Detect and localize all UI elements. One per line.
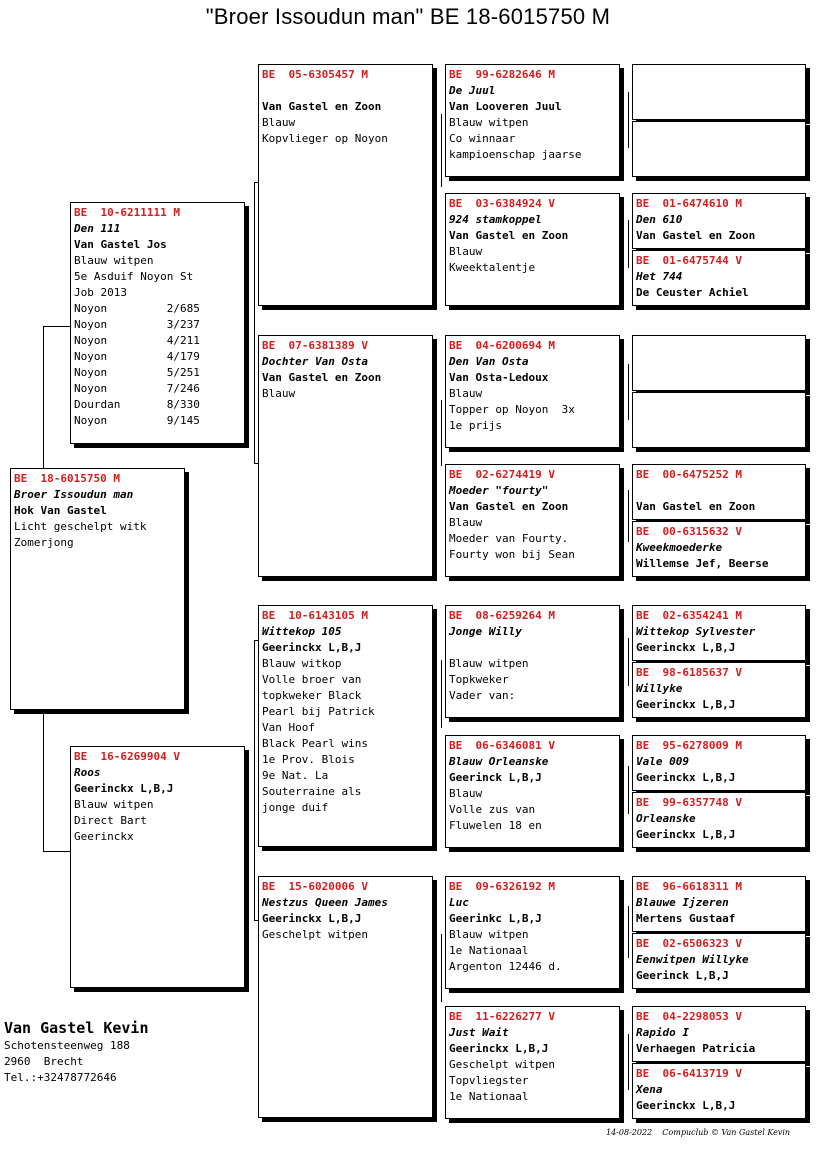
ring-number: BE 99-6282646 M [449, 68, 555, 81]
owner-name: Van Osta-Ledoux [449, 371, 549, 384]
info-line: Noyon 2/685 [74, 302, 200, 315]
connector-line [628, 364, 629, 420]
pigeon-name: Rapido I [636, 1026, 689, 1039]
ancestor-card[interactable] [632, 64, 806, 120]
ring-number: BE 00-6315632 V [636, 525, 742, 538]
info-line: Blauw [449, 787, 483, 800]
great-grandparent-card[interactable] [445, 1006, 620, 1119]
pigeon-name: Luc [449, 896, 469, 909]
ring-number: BE 02-6354241 M [636, 609, 742, 622]
great-grandparent-card[interactable] [445, 64, 620, 177]
pigeon-name: Dochter Van Osta [262, 355, 368, 368]
subject-card[interactable] [10, 468, 185, 710]
great-grandparent-card[interactable] [445, 335, 620, 448]
ancestor-card[interactable] [632, 193, 806, 249]
owner-name: Geerinck L,B,J [449, 771, 542, 784]
connector-line [441, 114, 442, 187]
info-line: Fourty won bij Sean [449, 548, 575, 561]
info-line: Blauw witpen [74, 798, 154, 811]
owner-name: Van Looveren Juul [449, 100, 562, 113]
print-footer: 14-08-2022 Compuclub © Van Gastel Kevin [606, 1128, 791, 1137]
breeder-street: Schotensteenweg 188 [4, 1039, 130, 1052]
ring-number: BE 02-6506323 V [636, 937, 742, 950]
great-grandparent-card[interactable] [445, 735, 620, 848]
info-line: topkweker Black [262, 689, 362, 702]
pigeon-name: Willyke [636, 682, 683, 695]
pigeon-name: Eenwitpen Willyke [636, 953, 749, 966]
owner-name: Geerinckx L,B,J [262, 912, 362, 925]
pigeon-name: De Juul [449, 84, 496, 97]
ring-number: BE 96-6618311 M [636, 880, 742, 893]
pigeon-name: Blauwe Ijzeren [636, 896, 729, 909]
info-line: Vader van: [449, 689, 516, 702]
info-line: Co winnaar [449, 132, 516, 145]
ring-number: BE 95-6278009 M [636, 739, 742, 752]
owner-name: Verhaegen Patricia [636, 1042, 756, 1055]
info-line: Blauw [262, 387, 296, 400]
breeder-city: 2960 Brecht [4, 1055, 84, 1068]
pigeon-name: Den Van Osta [449, 355, 529, 368]
ring-number: BE 15-6020006 V [262, 880, 368, 893]
ring-number: BE 06-6413719 V [636, 1067, 742, 1080]
pedigree-title: "Broer Issoudun man" BE 18-6015750 M [205, 4, 611, 29]
grandsire-paternal-card[interactable] [258, 64, 433, 306]
info-line: Volle zus van [449, 803, 536, 816]
ring-number: BE 00-6475252 M [636, 468, 742, 481]
ring-number: BE 03-6384924 V [449, 197, 555, 210]
pigeon-name: Jonge Willy [449, 625, 522, 638]
owner-name: Van Gastel en Zoon [262, 100, 382, 113]
mother-card[interactable] [70, 746, 245, 988]
info-line: Van Hoof [262, 721, 315, 734]
info-line: Dourdan 8/330 [74, 398, 200, 411]
info-line: Souterraine als [262, 785, 362, 798]
ancestor-card[interactable] [632, 121, 806, 177]
connector-line [628, 490, 629, 542]
connector-line [43, 326, 44, 468]
grandsire-maternal-card[interactable] [258, 605, 433, 847]
pigeon-name: Just Wait [449, 1026, 509, 1039]
info-line: jonge duif [262, 801, 329, 814]
info-line: Noyon 7/246 [74, 382, 200, 395]
owner-name: Geerinckx L,B,J [636, 641, 736, 654]
connector-line [441, 660, 442, 728]
pigeon-name: Xena [636, 1083, 663, 1096]
ancestor-card[interactable] [632, 1006, 806, 1062]
owner-name: Van Gastel en Zoon [636, 229, 756, 242]
owner-name: Van Gastel en Zoon [636, 500, 756, 513]
ancestor-card[interactable] [632, 876, 806, 932]
owner-name: Geerinckx L,B,J [449, 1042, 549, 1055]
ancestor-card[interactable] [632, 392, 806, 448]
granddam-maternal-card[interactable] [258, 876, 433, 1118]
info-line: Noyon 4/179 [74, 350, 200, 363]
connector-line [628, 1034, 629, 1090]
connector-line [441, 400, 442, 466]
great-grandparent-card[interactable] [445, 605, 620, 718]
info-line: Geschelpt witpen [262, 928, 368, 941]
info-line: Zomerjong [14, 536, 74, 549]
info-line: Volle broer van [262, 673, 362, 686]
ancestor-card[interactable] [632, 521, 806, 577]
owner-name: Geerinkc L,B,J [449, 912, 542, 925]
pigeon-name: Kweekmoederke [636, 541, 723, 554]
info-line: Blauw witpen [449, 116, 529, 129]
ring-number: BE 01-6474610 M [636, 197, 742, 210]
pigeon-name: Vale 009 [636, 755, 689, 768]
ring-number: BE 04-2298053 V [636, 1010, 742, 1023]
granddam-paternal-card[interactable] [258, 335, 433, 577]
ring-number: BE 16-6269904 V [74, 750, 180, 763]
pigeon-name: Nestzus Queen James [262, 896, 388, 909]
ring-number: BE 02-6274419 V [449, 468, 555, 481]
info-line: 1e prijs [449, 419, 502, 432]
info-line: Noyon 3/237 [74, 318, 200, 331]
ring-number: BE 11-6226277 V [449, 1010, 555, 1023]
info-line: Argenton 12446 d. [449, 960, 562, 973]
pigeon-name: Het 744 [636, 270, 683, 283]
connector-line [628, 92, 629, 148]
empty-name-line [262, 83, 429, 99]
pigeon-name: 924 stamkoppel [449, 213, 542, 226]
info-line: Job 2013 [74, 286, 127, 299]
pigeon-name: Orleanske [636, 812, 696, 825]
ring-number: BE 98-6185637 V [636, 666, 742, 679]
info-line: Kweektalentje [449, 261, 536, 274]
pigeon-name: Wittekop 105 [262, 625, 342, 638]
ancestor-card[interactable] [632, 335, 806, 391]
great-grandparent-card[interactable] [445, 464, 620, 577]
owner-name: Mertens Gustaaf [636, 912, 736, 925]
info-line: Pearl bij Patrick [262, 705, 375, 718]
owner-name: Geerinckx L,B,J [74, 782, 174, 795]
great-grandparent-card[interactable] [445, 876, 620, 989]
ancestor-card[interactable] [632, 605, 806, 661]
info-line: 5e Asduif Noyon St [74, 270, 194, 283]
ancestor-card[interactable] [632, 464, 806, 520]
ring-number: BE 07-6381389 V [262, 339, 368, 352]
info-line: Fluwelen 18 en [449, 819, 542, 832]
info-line: Black Pearl wins [262, 737, 368, 750]
connector-line [43, 851, 70, 852]
owner-name: Van Gastel Jos [74, 238, 167, 251]
ring-number: BE 09-6326192 M [449, 880, 555, 893]
ancestor-card[interactable] [632, 662, 806, 718]
info-line: Blauw witpen [449, 657, 529, 670]
owner-name: Geerinckx L,B,J [636, 698, 736, 711]
connector-line [628, 220, 629, 268]
pigeon-name: Broer Issoudun man [14, 488, 134, 501]
owner-name: Van Gastel en Zoon [262, 371, 382, 384]
owner-name: Van Gastel en Zoon [449, 229, 569, 242]
info-line: Geerinckx [74, 830, 134, 843]
info-line: Noyon 5/251 [74, 366, 200, 379]
ancestor-card[interactable] [632, 250, 806, 306]
info-line: Topper op Noyon 3x [449, 403, 575, 416]
ring-number: BE 04-6200694 M [449, 339, 555, 352]
ancestor-card[interactable] [632, 792, 806, 848]
connector-line [441, 934, 442, 1002]
owner-name: Geerinckx L,B,J [636, 771, 736, 784]
pigeon-name: Wittekop Sylvester [636, 625, 756, 638]
pigeon-name: Den 111 [74, 222, 121, 235]
info-line: Blauw witpen [74, 254, 154, 267]
owner-name: De Ceuster Achiel [636, 286, 749, 299]
great-grandparent-card[interactable] [445, 193, 620, 306]
info-line: Blauw [262, 116, 296, 129]
breeder-name: Van Gastel Kevin [4, 1019, 149, 1037]
father-card[interactable] [70, 202, 245, 444]
ring-number: BE 10-6211111 M [74, 206, 180, 219]
ring-number: BE 99-6357748 V [636, 796, 742, 809]
ancestor-card[interactable] [632, 933, 806, 989]
connector-line [43, 326, 70, 327]
breeder-info [4, 1018, 149, 1086]
owner-name: Geerinckx L,B,J [636, 1099, 736, 1112]
info-line: Blauw [449, 245, 483, 258]
info-line: Blauw witkop [262, 657, 342, 670]
ring-number: BE 10-6143105 M [262, 609, 368, 622]
empty-name-line [636, 483, 802, 499]
owner-name: Van Gastel en Zoon [449, 500, 569, 513]
owner-name: Geerinckx L,B,J [262, 641, 362, 654]
owner-name: Geerinckx L,B,J [636, 828, 736, 841]
info-line: Noyon 4/211 [74, 334, 200, 347]
owner-name: Willemse Jef, Beerse [636, 557, 769, 570]
pigeon-name: Moeder "fourty" [449, 484, 549, 497]
info-line: 1e Prov. Blois [262, 753, 355, 766]
ancestor-card[interactable] [632, 1063, 806, 1119]
pigeon-name: Den 610 [636, 213, 683, 226]
connector-line [254, 182, 255, 464]
connector-line [628, 906, 629, 958]
info-line: Blauw witpen [449, 928, 529, 941]
owner-name: Hok Van Gastel [14, 504, 107, 517]
info-line: kampioenschap jaarse [449, 148, 582, 161]
ring-number: BE 06-6346081 V [449, 739, 555, 752]
info-line: 1e Nationaal [449, 944, 529, 957]
connector-line [628, 638, 629, 686]
info-line: Blauw [449, 387, 483, 400]
info-line: Topkweker [449, 673, 509, 686]
info-line: 1e Nationaal [449, 1090, 529, 1103]
info-line: 9e Nat. La [262, 769, 329, 782]
pigeon-name: Roos [74, 766, 101, 779]
info-line: Moeder van Fourty. [449, 532, 569, 545]
ring-number: BE 08-6259264 M [449, 609, 555, 622]
connector-line [43, 714, 44, 851]
ring-number: BE 18-6015750 M [14, 472, 120, 485]
ring-number: BE 01-6475744 V [636, 254, 742, 267]
breeder-phone: Tel.:+32478772646 [4, 1071, 117, 1084]
info-line: Noyon 9/145 [74, 414, 200, 427]
connector-line [254, 640, 255, 920]
info-line: Kopvlieger op Noyon [262, 132, 388, 145]
info-line: Direct Bart [74, 814, 147, 827]
info-line: Geschelpt witpen [449, 1058, 555, 1071]
ancestor-card[interactable] [632, 735, 806, 791]
info-line: Blauw [449, 516, 483, 529]
ring-number: BE 05-6305457 M [262, 68, 368, 81]
connector-line [628, 766, 629, 814]
owner-name: Geerinck L,B,J [636, 969, 729, 982]
info-line: Licht geschelpt witk [14, 520, 147, 533]
empty-owner-line [449, 640, 616, 656]
info-line: Topvliegster [449, 1074, 529, 1087]
pigeon-name: Blauw Orleanske [449, 755, 549, 768]
